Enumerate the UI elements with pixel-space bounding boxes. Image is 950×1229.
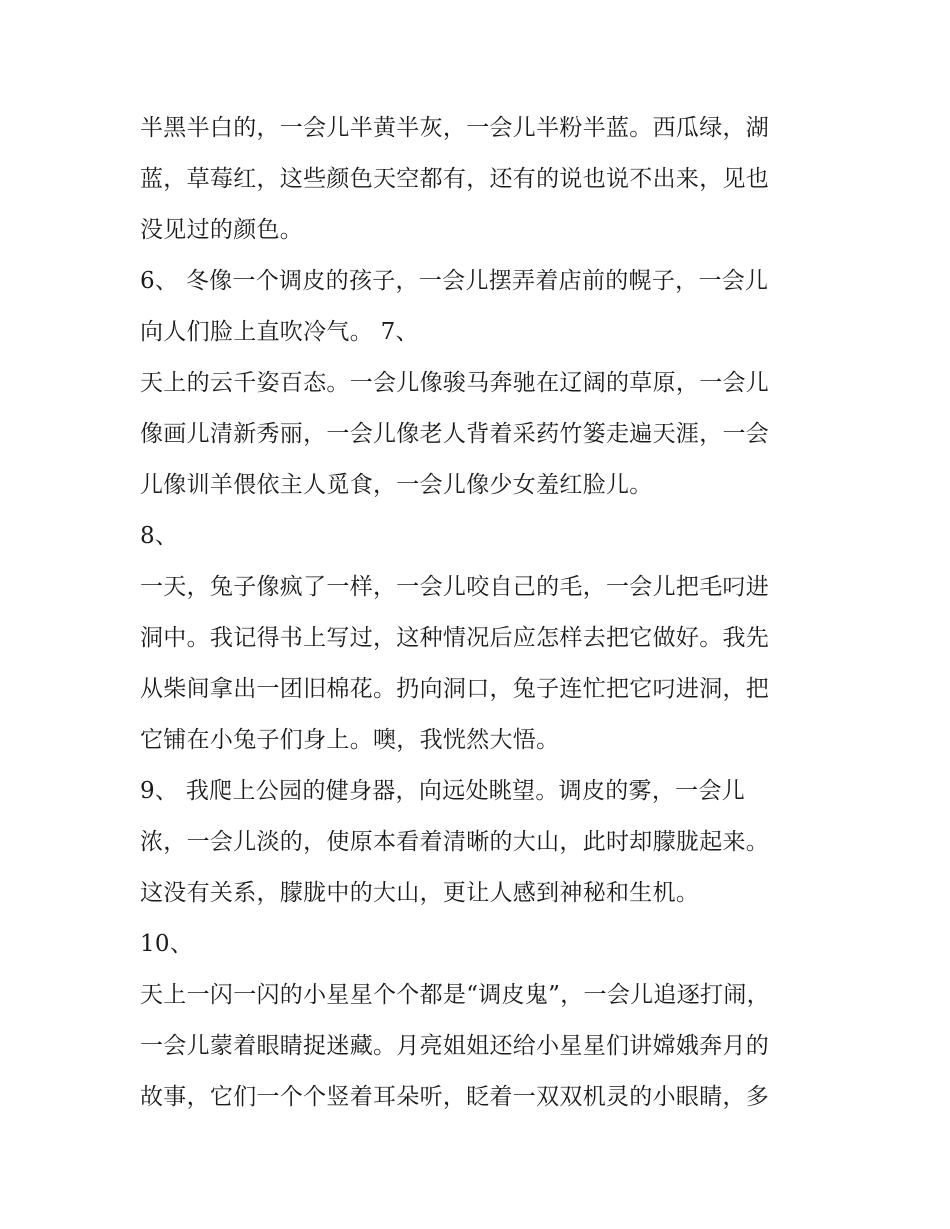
- text-line: 没见过的颜色。: [140, 217, 304, 243]
- text-line: 洞中。我记得书上写过，这种情况后应怎样去把它做好。我先: [140, 625, 770, 651]
- text-line: 向人们脸上直吹冷气。 7、: [140, 319, 419, 345]
- text-line: 10、: [140, 931, 194, 957]
- text-line: 这没有关系，朦胧中的大山，更让人感到神秘和生机。: [140, 880, 700, 906]
- text-line: 6、 冬像一个调皮的孩子，一会儿摆弄着店前的幌子，一会儿: [140, 268, 769, 294]
- text-line: 浓，一会儿淡的，使原本看着清晰的大山，此时却朦胧起来。: [140, 829, 770, 855]
- text-line: 像画儿清新秀丽，一会儿像老人背着采药竹篓走遍天涯，一会: [140, 421, 770, 447]
- text-line: 9、 我爬上公园的健身器，向远处眺望。调皮的雾，一会儿: [140, 778, 746, 804]
- document-body: [140, 103, 820, 1123]
- text-line: 8、: [140, 523, 179, 549]
- text-line: 故事，它们一个个竖着耳朵听，眨着一双双机灵的小眼睛，多: [140, 1084, 770, 1110]
- text-line: 从柴间拿出一团旧棉花。扔向洞口，兔子连忙把它叼进洞，把: [140, 676, 770, 702]
- text-line: 它铺在小兔子们身上。噢，我恍然大悟。: [140, 727, 560, 753]
- text-line: 一天，兔子像疯了一样，一会儿咬自己的毛，一会儿把毛叼进: [140, 574, 770, 600]
- text-line: 儿像训羊偎依主人觅食，一会儿像少女羞红脸儿。: [140, 472, 653, 498]
- text-line: 天上的云千姿百态。一会儿像骏马奔驰在辽阔的草原，一会儿: [140, 370, 770, 396]
- text-line: 蓝，草莓红，这些颜色天空都有，还有的说也说不出来，见也: [140, 166, 770, 192]
- text-line: 一会儿蒙着眼睛捉迷藏。月亮姐姐还给小星星们讲嫦娥奔月的: [140, 1033, 770, 1059]
- text-line: 天上一闪一闪的小星星个个都是“调皮鬼”，一会儿追逐打闹，: [140, 982, 770, 1008]
- text-line: 半黑半白的，一会儿半黄半灰，一会儿半粉半蓝。西瓜绿，湖: [140, 115, 770, 141]
